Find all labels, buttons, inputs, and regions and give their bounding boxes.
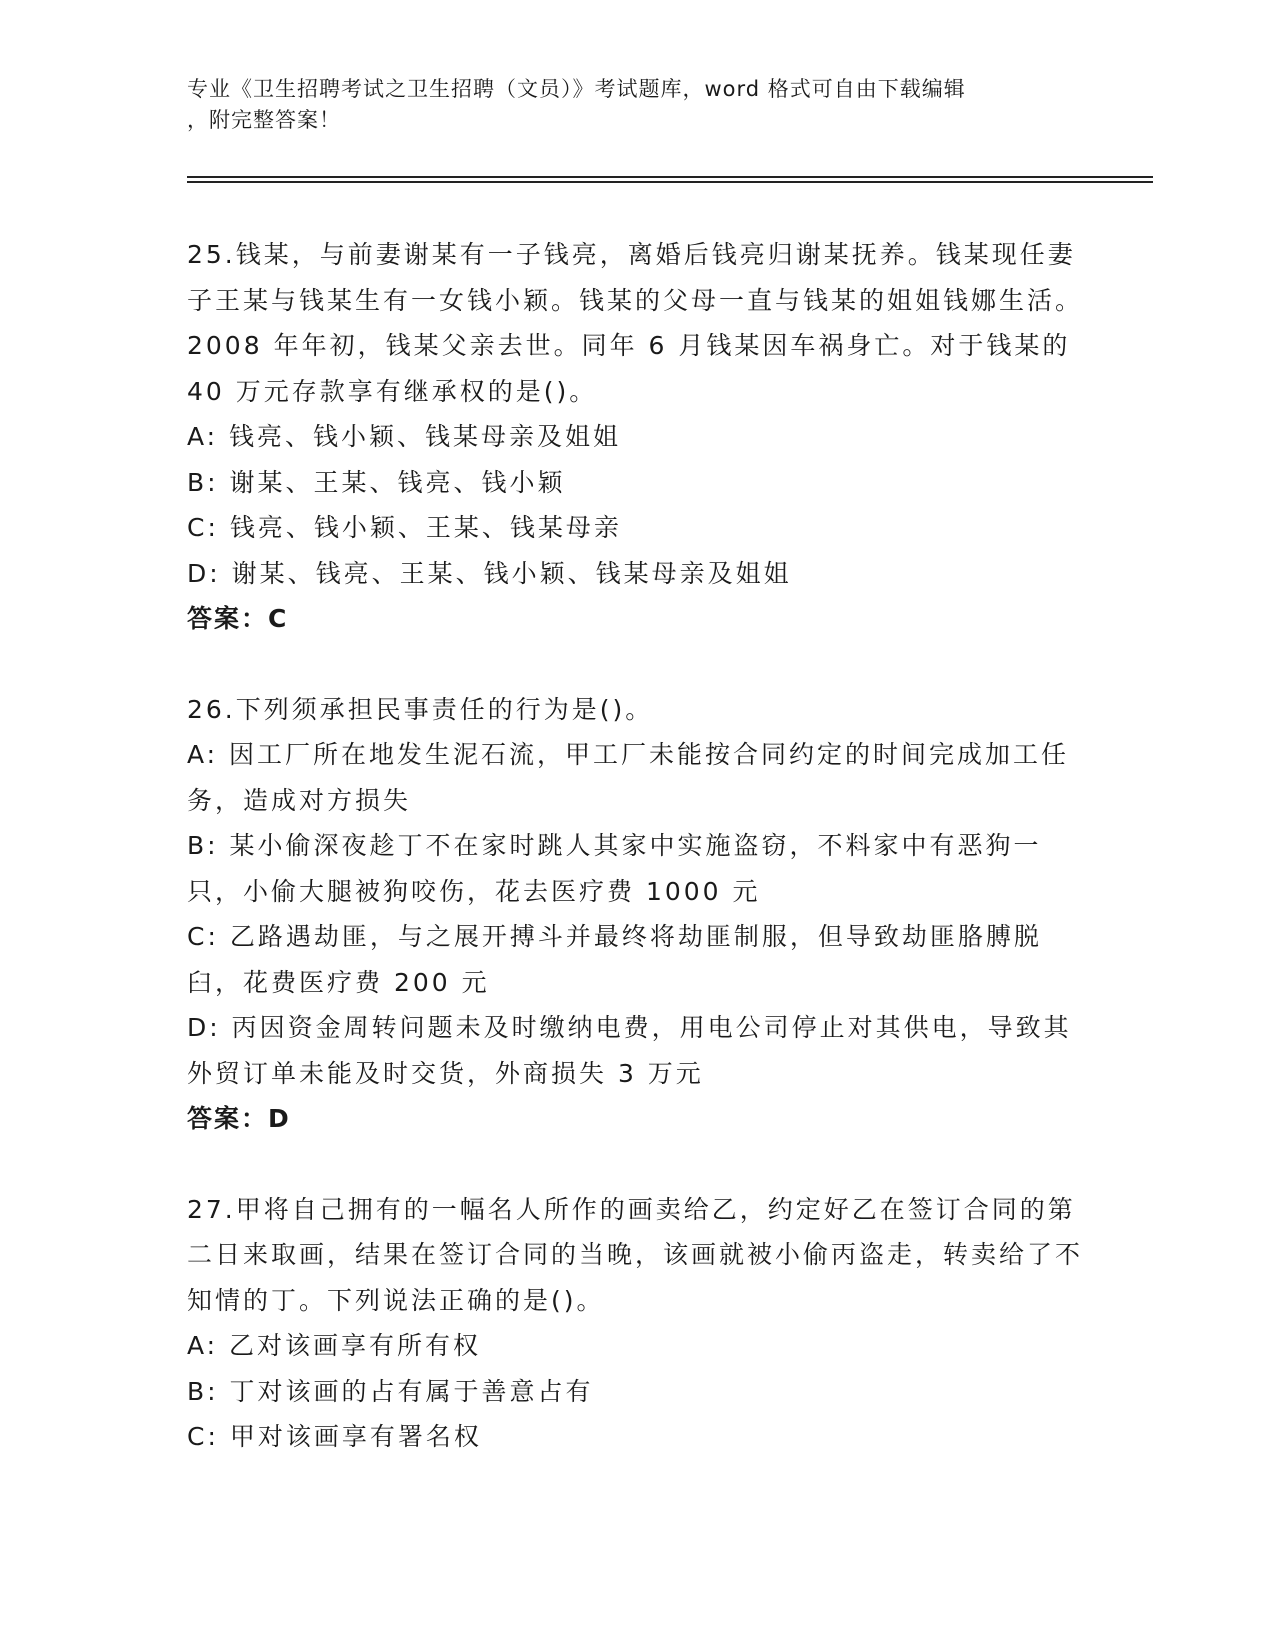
header-line-1: 专业《卫生招聘考试之卫生招聘（文员）》考试题库，word 格式可自由下载编辑 [187, 77, 966, 101]
option-c: C: 乙路遇劫匪，与之展开搏斗并最终将劫匪制服，但导致劫匪胳膊脱臼，花费医疗费 200 元 [187, 922, 1042, 997]
option-a: A: 钱亮、钱小颖、钱某母亲及姐姐 [187, 422, 622, 451]
question-stem: 26.下列须承担民事责任的行为是()。 [187, 694, 654, 724]
option-b: B: 丁对该画的占有属于善意占有 [187, 1376, 594, 1406]
option-a: A: 乙对该画享有所有权 [187, 1331, 482, 1360]
answer-label: 答案：C [187, 604, 289, 633]
question-27 [187, 1187, 1087, 1460]
question-list [187, 232, 1087, 1505]
option-b: B: 谢某、王某、钱亮、钱小颖 [187, 467, 566, 497]
document-header [187, 74, 1067, 136]
question-26 [187, 687, 1087, 1142]
option-d: D: 谢某、钱亮、王某、钱小颖、钱某母亲及姐姐 [187, 558, 792, 588]
option-b: B: 某小偷深夜趁丁不在家时跳人其家中实施盗窃，不料家中有恶狗一只，小偷大腿被狗咬伤，花去医疗费 1000 元 [187, 831, 1042, 906]
option-a: A: 因工厂所在地发生泥石流，甲工厂未能按合同约定的时间完成加工任务，造成对方损失 [187, 740, 1070, 815]
header-line-2: ，附完整答案！ [187, 108, 341, 132]
option-c: C: 甲对该画享有署名权 [187, 1422, 482, 1451]
question-25 [187, 232, 1087, 642]
question-stem: 25.钱某，与前妻谢某有一子钱亮，离婚后钱亮归谢某抚养。钱某现任妻子王某与钱某生有一女钱小颖。钱某的父母一直与钱某的姐姐钱娜生活。2008 年年初，钱某父亲去世。同年 6 月钱某因车祸身亡。对于钱某的 40 万元存款享有继承权的是()。 [187, 240, 1084, 406]
option-c: C: 钱亮、钱小颖、王某、钱某母亲 [187, 513, 622, 542]
option-d: D: 丙因资金周转问题未及时缴纳电费，用电公司停止对其供电，导致其外贸订单未能及时交货，外商损失 3 万元 [187, 1013, 1072, 1088]
question-stem: 27.甲将自己拥有的一幅名人所作的画卖给乙，约定好乙在签订合同的第二日来取画，结果在签订合同的当晚，该画就被小偷丙盗走，转卖给了不知情的丁。下列说法正确的是()。 [187, 1194, 1084, 1315]
header-divider-bottom [187, 181, 1153, 183]
header-divider-top [187, 176, 1153, 178]
answer-label: 答案：D [187, 1104, 291, 1133]
